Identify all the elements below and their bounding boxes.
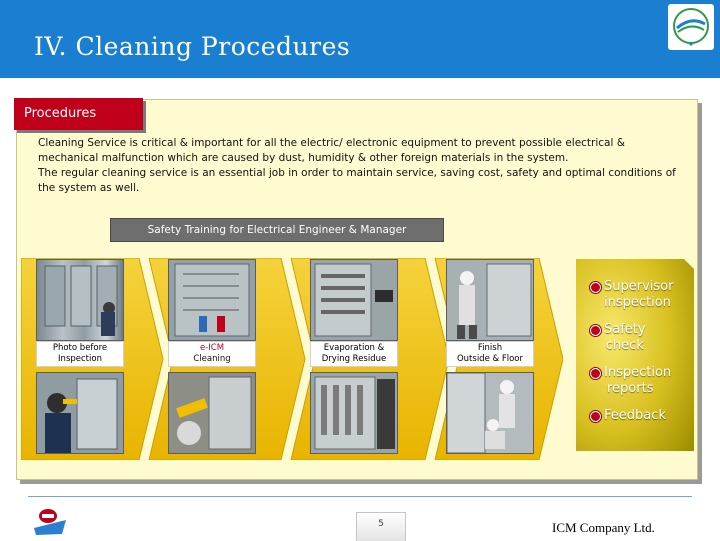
result-2-text bbox=[604, 322, 646, 354]
step-label-photo-before bbox=[36, 341, 124, 367]
photo-finish-1 bbox=[446, 259, 534, 341]
description-paragraph-2: The regular cleaning service is an essential job in order to maintain service, saving cost, safety and optimal conditions of the system as well. bbox=[38, 167, 676, 194]
step-2-line2: Cleaning bbox=[193, 354, 231, 364]
safety-training-bar: Safety Training for Electrical Engineer & Manager bbox=[110, 218, 444, 242]
step-label-evaporation bbox=[310, 341, 398, 367]
photo-before-inspection-1 bbox=[36, 259, 124, 341]
bullet-icon bbox=[590, 411, 601, 422]
step-4-line1: Finish bbox=[477, 343, 503, 353]
footer-logo-icon bbox=[32, 506, 68, 536]
photo-cleaning-2 bbox=[168, 372, 256, 454]
step-2-line1: e-ICM bbox=[199, 343, 225, 353]
result-1-line2: inspection bbox=[604, 295, 671, 310]
photo-finish-2 bbox=[446, 372, 534, 454]
result-2-line1: Safety bbox=[604, 322, 646, 337]
result-4-line1: Feedback bbox=[604, 408, 666, 423]
bullet-icon bbox=[590, 325, 601, 336]
step-4-line2: Outside & Floor bbox=[456, 354, 523, 364]
step-1-line1: Photo before bbox=[52, 343, 108, 353]
result-2-line2: check bbox=[605, 338, 644, 353]
result-3-text bbox=[604, 365, 671, 397]
photo-evaporation-1 bbox=[310, 259, 398, 341]
photo-evaporation-2 bbox=[310, 372, 398, 454]
result-1-line1: Supervisor bbox=[604, 279, 674, 294]
section-tab: Procedures bbox=[14, 98, 143, 130]
photo-cleaning-1 bbox=[168, 259, 256, 341]
company-logo bbox=[668, 4, 714, 50]
footer-divider bbox=[28, 496, 692, 497]
step-label-e-icm-cleaning bbox=[168, 341, 256, 367]
page-number: 5 bbox=[356, 512, 406, 541]
photo-before-inspection-2 bbox=[36, 372, 124, 454]
result-3-line2: reports bbox=[607, 381, 654, 396]
page-title: IV. Cleaning Procedures bbox=[34, 32, 351, 61]
step-3-line2: Drying Residue bbox=[321, 354, 387, 364]
description-text bbox=[38, 136, 688, 196]
result-3-line1: Inspection bbox=[604, 365, 672, 380]
description-paragraph-1: Cleaning Service is critical & important for all the electric/ electronic equipment to prevent possible electrical & mechanical malfunction which are caused by dust, humidity & other foreign materials in the system. bbox=[38, 137, 625, 164]
result-1-text bbox=[604, 279, 673, 311]
bullet-icon bbox=[590, 282, 601, 293]
header-bar bbox=[0, 0, 720, 78]
bullet-icon bbox=[590, 368, 601, 379]
step-3-line1: Evaporation & bbox=[323, 343, 385, 353]
company-name: ICM Company Ltd. bbox=[552, 520, 655, 535]
step-1-line2: Inspection bbox=[58, 354, 102, 364]
step-label-finish bbox=[446, 341, 534, 367]
result-4-text bbox=[604, 408, 666, 424]
